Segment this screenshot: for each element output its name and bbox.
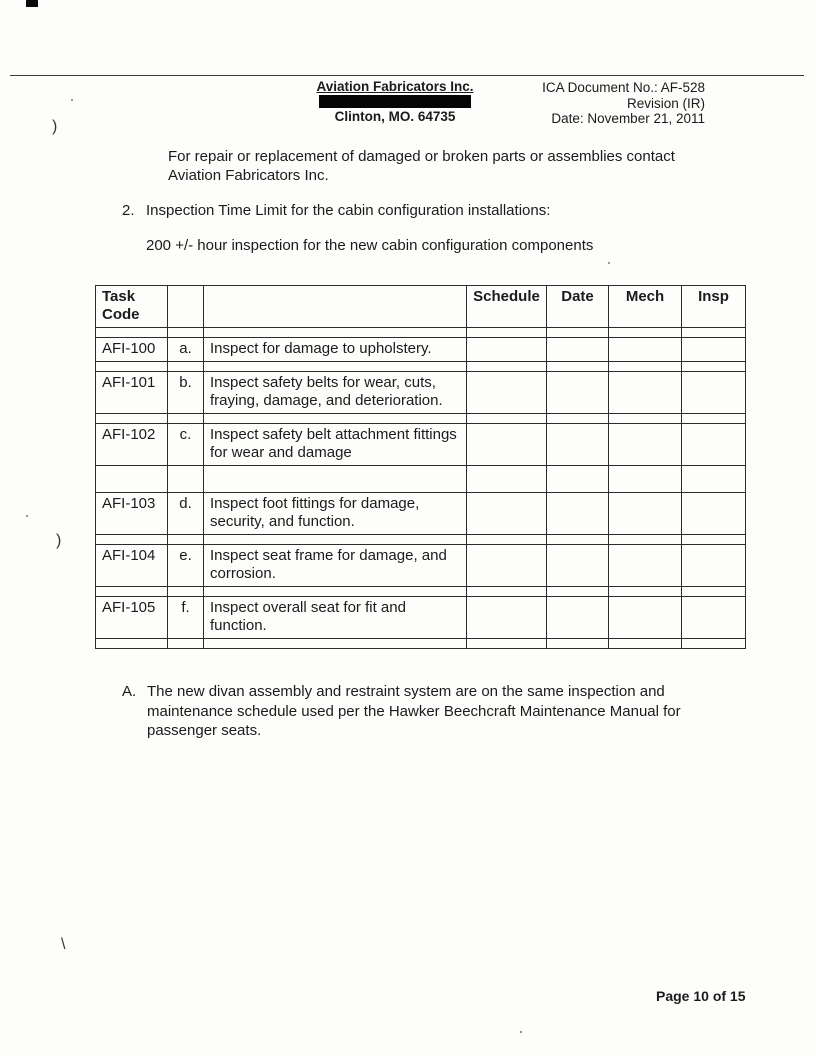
table-row bbox=[96, 372, 746, 414]
redaction-bar bbox=[319, 95, 471, 108]
empty-row bbox=[96, 587, 746, 597]
description-cell: Inspect overall seat for fit and function. bbox=[204, 597, 467, 639]
mech-cell bbox=[609, 338, 682, 362]
letter-cell: a. bbox=[168, 338, 204, 362]
insp-cell bbox=[682, 597, 746, 639]
description-cell: Inspect for damage to upholstery. bbox=[204, 338, 467, 362]
task-code-cell: AFI-104 bbox=[96, 545, 168, 587]
scan-speck bbox=[71, 99, 73, 101]
insp-cell bbox=[682, 545, 746, 587]
date-cell bbox=[547, 597, 609, 639]
letter-cell: c. bbox=[168, 424, 204, 466]
item-2-detail: 200 +/- hour inspection for the new cabin configuration components bbox=[146, 237, 594, 254]
header-company-block bbox=[290, 79, 500, 124]
empty-row bbox=[96, 328, 746, 338]
empty-row bbox=[96, 535, 746, 545]
doc-number: ICA Document No.: AF-528 bbox=[542, 80, 705, 95]
note-a-number: A. bbox=[122, 683, 137, 700]
header-blank-2 bbox=[204, 286, 467, 328]
mech-cell bbox=[609, 424, 682, 466]
header-mech: Mech bbox=[609, 286, 682, 328]
mech-cell bbox=[609, 493, 682, 535]
schedule-cell bbox=[467, 424, 547, 466]
schedule-cell bbox=[467, 372, 547, 414]
item-2-text: Inspection Time Limit for the cabin configuration installations: bbox=[146, 202, 551, 219]
table-row bbox=[96, 424, 746, 466]
mech-cell bbox=[609, 545, 682, 587]
schedule-cell bbox=[467, 545, 547, 587]
header-date: Date bbox=[547, 286, 609, 328]
date-cell bbox=[547, 372, 609, 414]
insp-cell bbox=[682, 338, 746, 362]
task-code-cell: AFI-101 bbox=[96, 372, 168, 414]
scan-artifact: ) bbox=[52, 118, 58, 135]
letter-cell: e. bbox=[168, 545, 204, 587]
schedule-cell bbox=[467, 338, 547, 362]
task-code-cell: AFI-102 bbox=[96, 424, 168, 466]
description-cell: Inspect safety belts for wear, cuts, fraying, damage, and deterioration. bbox=[204, 372, 467, 414]
insp-cell bbox=[682, 493, 746, 535]
table-row bbox=[96, 338, 746, 362]
header-divider-line bbox=[10, 75, 804, 76]
date-cell bbox=[547, 424, 609, 466]
schedule-cell bbox=[467, 597, 547, 639]
item-2-number: 2. bbox=[122, 202, 135, 219]
scan-corner-mark bbox=[26, 0, 38, 7]
table-header-row bbox=[96, 286, 746, 328]
table-row bbox=[96, 545, 746, 587]
doc-revision: Revision (IR) bbox=[626, 95, 705, 111]
date-cell bbox=[547, 545, 609, 587]
schedule-cell bbox=[467, 493, 547, 535]
task-code-cell: AFI-103 bbox=[96, 493, 168, 535]
mech-cell bbox=[609, 597, 682, 639]
header-doc-info bbox=[542, 80, 705, 127]
mech-cell bbox=[609, 372, 682, 414]
header-insp: Insp bbox=[682, 286, 746, 328]
doc-date: Date: November 21, 2011 bbox=[551, 111, 705, 126]
scan-artifact: \ bbox=[61, 936, 66, 953]
intro-paragraph: For repair or replacement of damaged or broken parts or assemblies contact Aviation Fabricators Inc. bbox=[168, 148, 675, 184]
note-a-text: The new divan assembly and restraint system are on the same inspection and maintenance schedule used per the Hawker Beechcraft Maintenance Manual for passenger seats. bbox=[147, 683, 681, 739]
empty-row bbox=[96, 414, 746, 424]
company-address: Clinton, MO. 64735 bbox=[334, 109, 456, 124]
date-cell bbox=[547, 338, 609, 362]
scan-speck bbox=[26, 515, 28, 517]
table-row bbox=[96, 597, 746, 639]
insp-cell bbox=[682, 424, 746, 466]
description-cell: Inspect safety belt attachment fittings for wear and damage bbox=[204, 424, 467, 466]
item-2 bbox=[122, 201, 702, 220]
description-cell: Inspect foot fittings for damage, security, and function. bbox=[204, 493, 467, 535]
header-schedule: Schedule bbox=[467, 286, 547, 328]
task-code-cell: AFI-100 bbox=[96, 338, 168, 362]
empty-row bbox=[96, 362, 746, 372]
empty-row bbox=[96, 466, 746, 493]
description-cell: Inspect seat frame for damage, and corrosion. bbox=[204, 545, 467, 587]
scan-speck bbox=[608, 262, 610, 264]
scan-speck bbox=[520, 1031, 522, 1033]
page-number: Page 10 of 15 bbox=[656, 988, 746, 1004]
scan-artifact: ) bbox=[56, 532, 62, 549]
table-row bbox=[96, 493, 746, 535]
letter-cell: b. bbox=[168, 372, 204, 414]
empty-row bbox=[96, 639, 746, 649]
header-task-code: Task Code bbox=[96, 286, 168, 328]
letter-cell: f. bbox=[168, 597, 204, 639]
task-code-cell: AFI-105 bbox=[96, 597, 168, 639]
insp-cell bbox=[682, 372, 746, 414]
date-cell bbox=[547, 493, 609, 535]
letter-cell: d. bbox=[168, 493, 204, 535]
inspection-table bbox=[95, 285, 746, 649]
note-a bbox=[122, 682, 697, 741]
header-blank-1 bbox=[168, 286, 204, 328]
company-name: Aviation Fabricators Inc. bbox=[316, 79, 474, 94]
